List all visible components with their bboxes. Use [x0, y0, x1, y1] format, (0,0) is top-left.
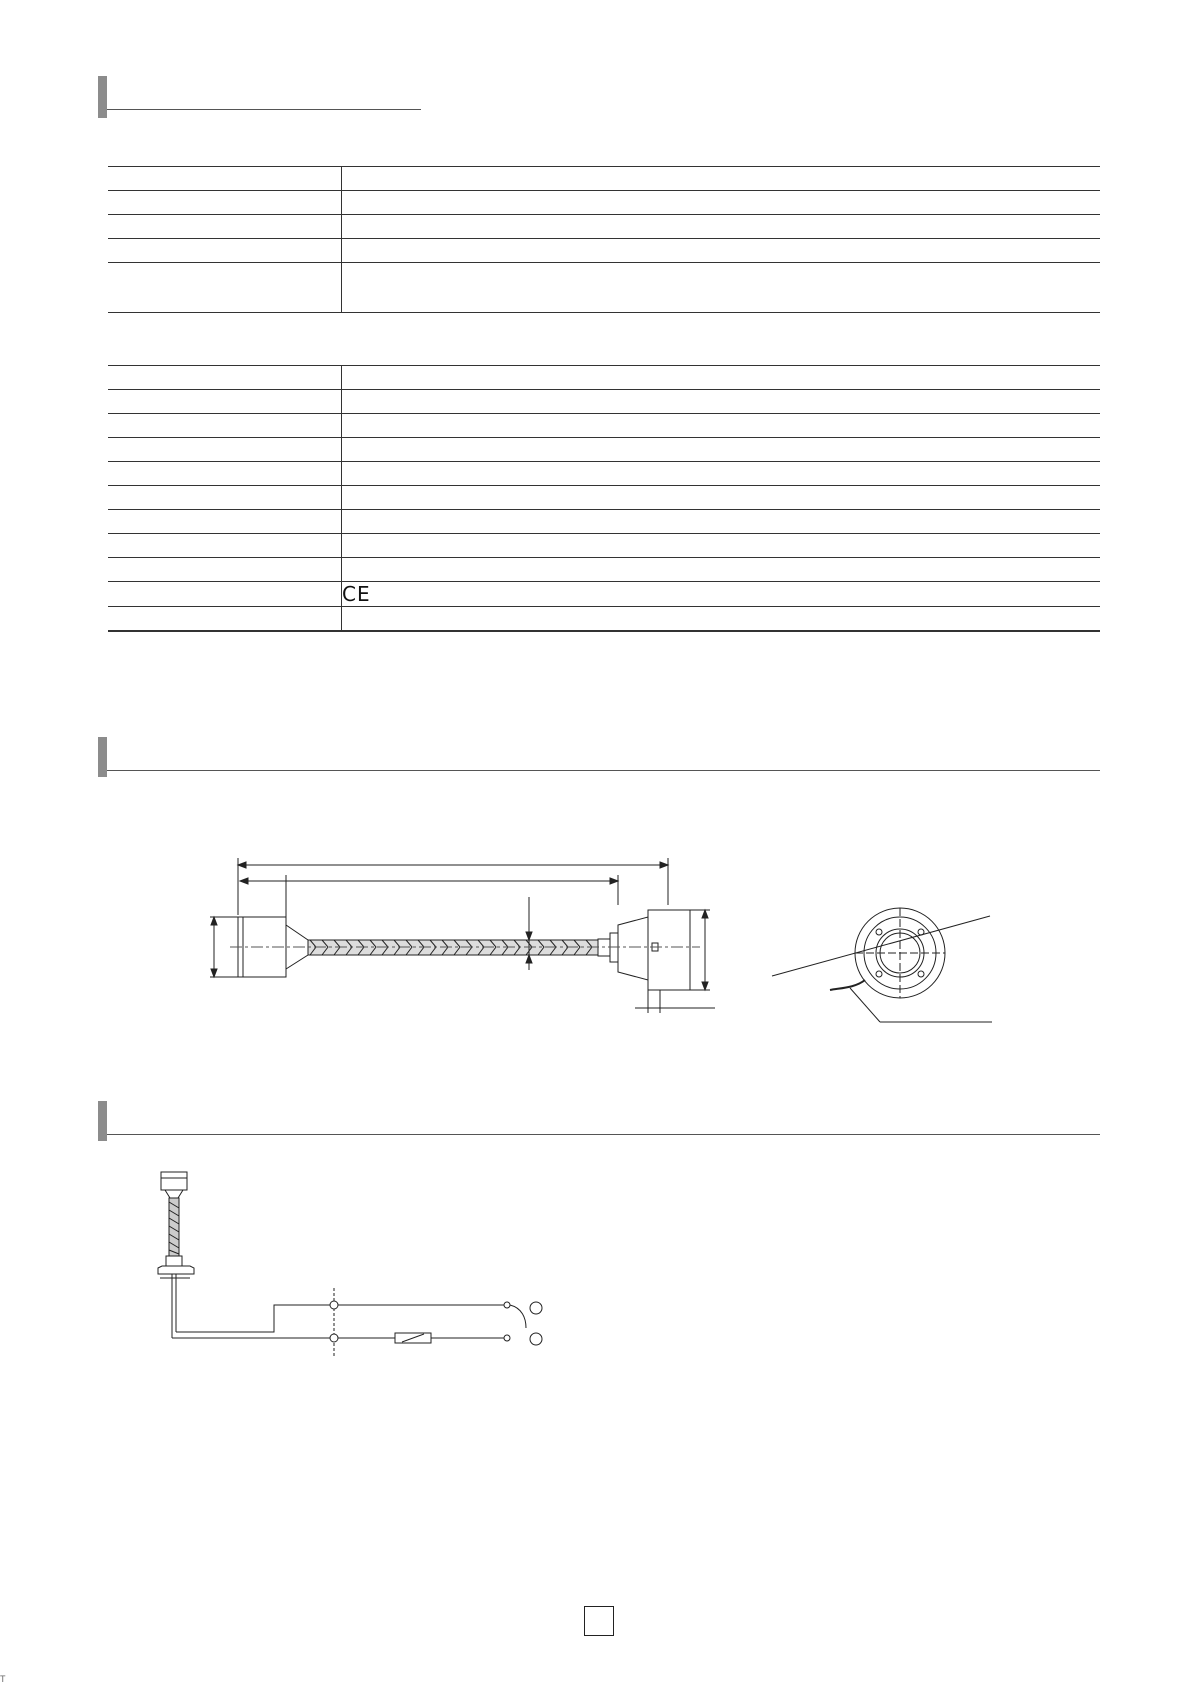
section-rule-wiring — [107, 1134, 1100, 1135]
spec-table-2 — [108, 365, 1100, 632]
ce-mark: CE — [342, 582, 1101, 607]
base-top-view-drawing — [770, 898, 1010, 1038]
table-row — [108, 462, 1100, 486]
table-row — [108, 607, 1100, 632]
table-row — [108, 414, 1100, 438]
table-row — [108, 510, 1100, 534]
section-rule-dimensions — [107, 770, 1100, 771]
table-row — [108, 263, 1100, 313]
section-marker-dimensions — [98, 737, 107, 777]
footer-text: T — [0, 1674, 6, 1684]
table-row — [108, 438, 1100, 462]
table-row — [108, 486, 1100, 510]
table-row — [108, 534, 1100, 558]
spec-table-1 — [108, 166, 1100, 313]
table-row — [108, 390, 1100, 414]
table-row — [108, 366, 1100, 390]
section-marker-wiring — [98, 1101, 107, 1141]
section-marker-specifications — [98, 76, 107, 118]
side-view-drawing — [200, 855, 720, 1015]
page-number-box — [584, 1606, 614, 1636]
table-row — [108, 239, 1100, 263]
table-row — [108, 558, 1100, 582]
table-row — [108, 215, 1100, 239]
wiring-diagram — [150, 1168, 570, 1368]
table-row — [108, 167, 1100, 191]
section-rule-specifications — [107, 109, 421, 110]
table-row — [108, 191, 1100, 215]
table-row — [108, 582, 1100, 607]
